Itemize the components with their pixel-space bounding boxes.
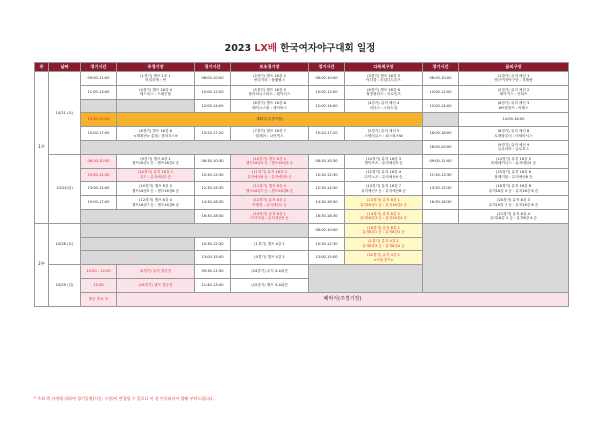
match-cell: (1경기) 챔프 4강 1 <box>231 237 309 251</box>
col-sub-field: 보조경기장 <box>231 63 309 72</box>
time-cell: 09:00-11:00 <box>423 154 459 168</box>
schedule-table-wrap <box>34 62 568 307</box>
table-row <box>35 154 569 168</box>
match-cell: (13경기) 유저 16강 7 유저예선7 승 : 유저예선8 승 <box>345 182 423 196</box>
time-cell: 12:30-14:30 <box>195 182 231 196</box>
date-1022: 10/22(일) <box>49 154 81 223</box>
time-cell: 13:30-15:30 <box>423 182 459 196</box>
match-cell: (8경기) 챔프 16강 8 베이스스톨 : 세이버스 <box>231 99 309 113</box>
match-cell: (10경기) 유저 16강 1 골드 : 유저예선2 승 <box>117 168 195 182</box>
time-cell: 18:00-20:00 <box>423 140 459 154</box>
time-cell: 10:30-12:30 <box>309 168 345 182</box>
match-cell: (15경기) 유저 16강 6 플레이볼 : 유저예선8 승 <box>459 168 569 182</box>
time-cell: 15:00-17:00 <box>81 127 117 141</box>
match-cell: (12경기) 유저 8강 2 여행풍 : 유저예선1 승 <box>231 196 309 210</box>
table-row <box>35 85 569 99</box>
time-cell: 09:00-11:00 <box>81 72 117 86</box>
time-cell: 14:00-16:00 <box>459 113 569 127</box>
match-cell: (6경기) 챔프 16강 8 <계획빈> 총계 : 플라우드9 <box>117 127 195 141</box>
col-date: 날짜 <box>49 63 81 72</box>
match-cell: (22경기) 유저 4강 1 <이동경기> <box>345 251 423 265</box>
header-row <box>35 63 569 72</box>
table-row <box>35 223 569 237</box>
table-row <box>35 127 569 141</box>
time-cell: 12:00-14:00 <box>423 99 459 113</box>
match-cell: (4경기) 유저 예선 4 리더스 : 스타트업 <box>345 99 423 113</box>
col-time-multi: 경기시간 <box>309 63 345 72</box>
match-cell: (14경기) 유저 8강 2 유저16강3 승 : 유저16강4 승 <box>345 209 423 223</box>
empty-cell <box>423 223 569 292</box>
match-cell: (11경기) 유저 16강 2 유저예선6 승 : 유저예선5 승 <box>231 168 309 182</box>
time-cell: 12:00-14:00 <box>309 99 345 113</box>
time-cell: 16:30-18:30 <box>423 196 459 210</box>
match-cell: (4경기) 챔프 16강 4 레드록스 : 드래곤볼 <box>117 85 195 99</box>
col-week: 주 <box>35 63 49 72</box>
time-cell: 12:30-14:30 <box>309 182 345 196</box>
empty-cell <box>81 251 195 265</box>
week-2-label: 2주 <box>35 223 49 306</box>
schedule-table <box>34 62 569 307</box>
match-cell: (20경기) 유저 8강 3 유저16강 7 승 : 유저16강 8 승 <box>459 196 569 210</box>
match-cell: (4경기) 챔프 4강 2 <box>231 251 309 265</box>
match-cell: (1경기) 유저 4강 2 유저8강3 승 : 유저8강4 승 <box>345 237 423 251</box>
time-cell: 10:30-12:30 <box>309 237 345 251</box>
time-cell: 10:30-12:30 <box>81 168 117 182</box>
empty-cell <box>81 237 195 251</box>
time-cell: 16:30-18:30 <box>195 209 231 223</box>
time-cell: 08:00-10:00 <box>195 72 231 86</box>
time-cell: 10:00 - 12:00 <box>81 265 117 279</box>
closing-time: 협승 종료 후 <box>81 292 117 306</box>
match-cell: (21경기) 유저 8강 4 유저16강 2 승 : 유저8강 4 승 <box>459 209 569 223</box>
col-time-sub: 경기시간 <box>195 63 231 72</box>
time-cell: 08:30-10:30 <box>195 154 231 168</box>
match-cell: (9경기) 유저 예선 9 글로리아 : 글로록스 <box>459 140 569 154</box>
match-cell: (19경기) 유저 8강 1 이사아워 : 유저예선9 승 <box>231 209 309 223</box>
time-cell: 11:00-13:00 <box>81 85 117 99</box>
empty-cell <box>81 140 423 154</box>
match-cell: (7경기) 챔프 16강 7 블레어 : 나인빅스 <box>231 127 309 141</box>
match-cell: (11경기) 챔프 8강 4 챔프16강7 승 : 챔프16강8 승 <box>231 182 309 196</box>
closing-ceremony: 폐막식(주경기장) <box>117 292 569 306</box>
table-row <box>35 99 569 113</box>
time-cell: 10:00-12:00 <box>195 85 231 99</box>
match-cell: (2경기) 챔프 16강 2 펀다기라 : 플랫필스 <box>231 72 309 86</box>
time-cell: 10:00-12:00 <box>309 85 345 99</box>
match-cell: (1경기) 챔프 1조 1 비밀리에 : 빈 <box>117 72 195 86</box>
col-time-main: 경기시간 <box>81 63 117 72</box>
match-cell: (9경기) 챔프 8강 1 챔프16강1 승 : 챔프16강2 승 <box>117 154 195 168</box>
match-cell: (2경기) 유저 예선 2 레이커스 : 신타즈 <box>459 85 569 99</box>
col-multi-field: 다목적구장 <box>345 63 423 72</box>
time-cell: 13:00-15:00 <box>81 182 117 196</box>
time-cell: 13:00-15:00 <box>195 251 231 265</box>
match-cell: (15경기) 챔프 3-4위전 <box>231 278 309 292</box>
match-cell: (3경기) 챔프 16강 3 덕다클 : 리얼디트론즈 <box>345 72 423 86</box>
empty-cell <box>423 113 459 127</box>
week-1-label: 1주 <box>35 72 49 224</box>
time-cell: 10:00-12:00 <box>423 85 459 99</box>
time-cell: 08:30-10:30 <box>81 154 117 168</box>
time-cell: 08:00-10:00 <box>423 72 459 86</box>
empty-cell <box>81 209 195 223</box>
time-cell: 08:00-10:00 <box>309 223 345 237</box>
time-cell: 12:30 <box>81 278 117 292</box>
date-1029: 10/29 (일) <box>49 265 81 306</box>
time-cell: 09:30-11:30 <box>195 265 231 279</box>
match-cell: (5경기) 챔프 16강 5 플라티나스타트 : 레이더스 <box>231 85 309 99</box>
time-cell: 12:00-14:00 <box>195 99 231 113</box>
match-cell: (16경기) 유저 16강 8 유저16강 5 승 : 유저16강 6 승 <box>459 182 569 196</box>
table-row <box>35 196 569 210</box>
match-cell: (10경기) 챔프 8강 2 챔프16강4 승 : 챔프16강3 승 <box>231 154 309 168</box>
time-cell: 10:30-12:30 <box>195 168 231 182</box>
empty-cell <box>81 99 117 113</box>
match-cell: (10경기) 챔프 8강 3 챔프16강5 승 : 챔프16강6 승 <box>117 182 195 196</box>
col-time-dream: 경기시간 <box>423 63 459 72</box>
time-cell: 10:30-12:30 <box>195 237 231 251</box>
table-row <box>35 168 569 182</box>
table-row <box>35 182 569 196</box>
time-cell: 16:30-18:30 <box>309 209 345 223</box>
page-title: 2023 LX배 한국여자야구대회 일정 <box>224 43 376 54</box>
time-cell: 15:20-17:20 <box>309 127 345 141</box>
table-row <box>35 72 569 86</box>
match-cell: (12경기) 유저 16강 4 다이노즈 : 유저예선4 승 <box>345 168 423 182</box>
match-cell: (16경기) 유저 8강 1 유저8강1 승 : 유저8강2 승 <box>345 223 423 237</box>
match-cell: (5경기) 유저 예선 5 스윙어글스 : 퍼스퍼즈W <box>345 127 423 141</box>
time-cell: 15:00-17:00 <box>81 196 117 210</box>
date-1028: 10/28 (토) <box>49 223 81 264</box>
time-cell: 14:30-16:30 <box>195 196 231 210</box>
table-row <box>35 209 569 223</box>
time-cell <box>423 209 459 223</box>
time-cell: 08:00-10:00 <box>309 72 345 86</box>
match-cell: (10경기) 유저 16강 3 챔이브츠 : 유저예선3 승 <box>345 154 423 168</box>
match-cell: (24경기) 유저 3-4위전 <box>231 265 309 279</box>
time-cell: 13:00-15:00 <box>309 251 345 265</box>
match-cell: (1경기) 유저 예선 1 엠구여자야구단 : 경월량 <box>459 72 569 86</box>
match-cell: (14경기) 유저 16강 5 미래레이디스 : 유저예선4 승 <box>459 154 569 168</box>
col-dream-field: 꿈의구장 <box>459 63 569 72</box>
time-cell: 14:30-16:30 <box>309 196 345 210</box>
time-cell: 11:40-13:40 <box>195 278 231 292</box>
table-row <box>35 292 569 306</box>
col-main-field: 주경기장 <box>117 63 195 72</box>
match-cell: (13경기) 유저 8강 1 유저16강1 승 : 유저16강2 승 <box>345 196 423 210</box>
time-cell: 15:20-17:20 <box>195 127 231 141</box>
match-cell: (6경기) 유저 예선 3 WY원정즈 : 아레스 <box>459 99 569 113</box>
brand-name: LX배 <box>254 43 277 54</box>
match-cell: (12경기) 챔프 8강 4 챔프16강7 승 : 챔프16강8 승 <box>117 196 195 210</box>
table-row <box>35 113 569 127</box>
date-1021: 10/21 (토) <box>49 72 81 155</box>
match-cell: (16경기) 챔프 결승전 <box>117 278 195 292</box>
opening-ceremony: 개회식(주경기장) <box>117 113 423 127</box>
time-cell: 16:00-18:00 <box>423 127 459 141</box>
opening-time: 14:30-15:00 <box>81 113 117 127</box>
match-cell: (5경기) 유저 결승전 <box>117 265 195 279</box>
empty-cell <box>81 223 309 237</box>
empty-cell <box>309 265 423 293</box>
table-row <box>35 140 569 154</box>
footnote: * 주최 측 사정에 의하여 경기일정(시간, 구장)이 변경될 수 있으니 이 점 인지하셔서 양해 부탁드립니다. <box>34 396 215 401</box>
empty-cell <box>117 99 195 113</box>
match-cell: (8경기) 유저 예선 8 토렌플루어 : 비세어닉스 <box>459 127 569 141</box>
match-cell: (6경기) 챔프 16강 6 정빙플러스 : 히로인즈 <box>345 85 423 99</box>
time-cell: 08:30-10:30 <box>309 154 345 168</box>
time-cell: 11:30-13:30 <box>423 168 459 182</box>
